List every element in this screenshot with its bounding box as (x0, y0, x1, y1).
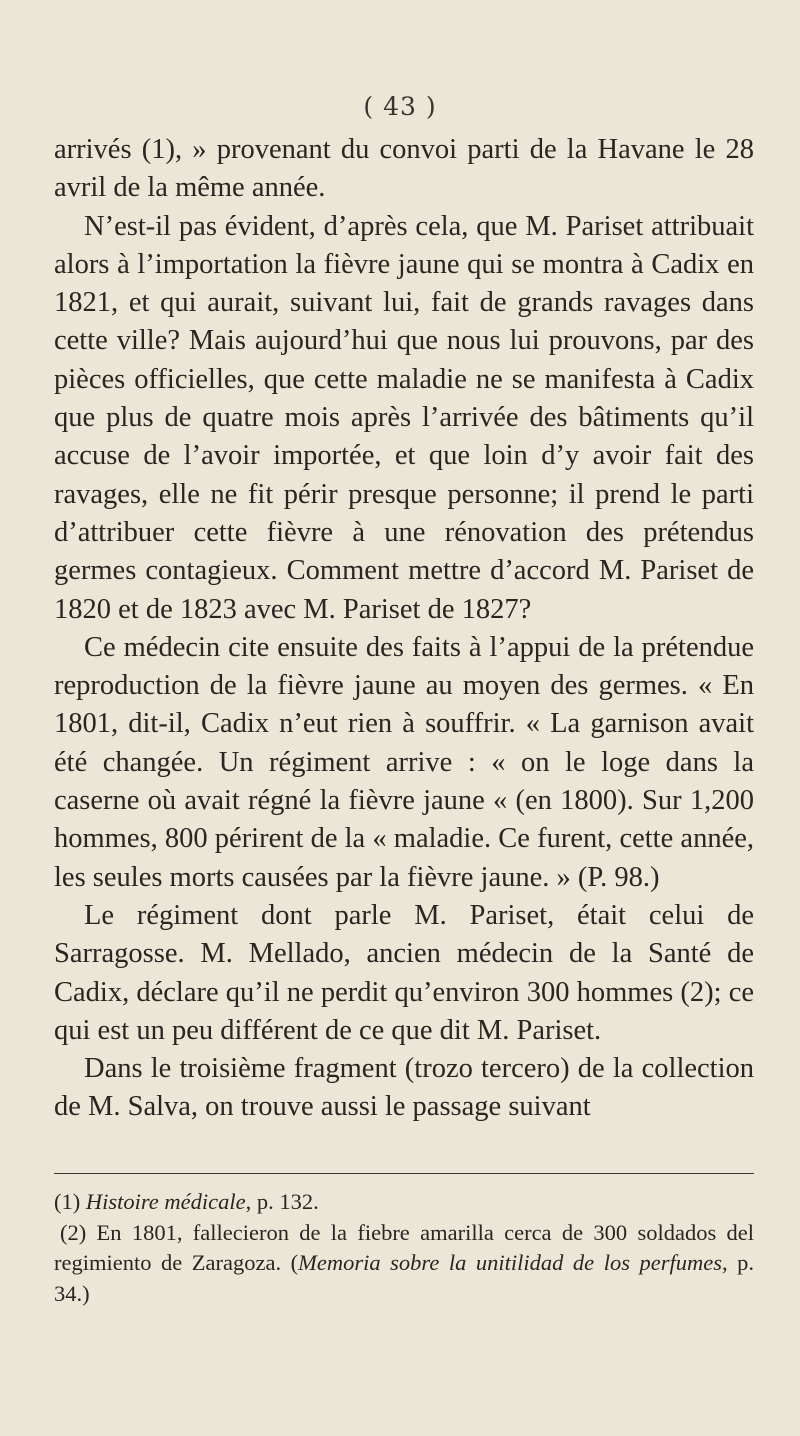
footnote-1 (54, 1187, 754, 1218)
footnote-1-ref: , p. 132. (245, 1189, 319, 1214)
footnote-2-title: Memoria sobre la unitilidad de los perfumes (298, 1250, 722, 1275)
footnote-1-title: Histoire médicale (85, 1189, 246, 1214)
page-number: ( 43 ) (363, 92, 437, 121)
footnote-2-ref: , p. 34.) (54, 1250, 755, 1306)
paragraph-2: N’est-il pas évident, d’après cela, que M. Pariset attribuait alors à l’importation la fièvre jaune qui se montra à Cadix en 1821, et qui aurait, suivant lui, fait de grands ravages dans cette ville? Mais aujourd’hui que nous lui prouvons, par des pièces officielles, que cette maladie ne se manifesta à Cadix que plus de quatre mois après l’arrivée des bâtiments qu’il accuse de l’avoir importée, et que loin d’y avoir fait des ravages, elle ne fit périr presque personne; il prend le parti d’attribuer cette fièvre à une rénovation des prétendus germes contagieux. Comment mettre d’accord M. Pariset de 1820 et de 1823 avec M. Pariset de 1827? (54, 210, 754, 625)
footnote-2 (54, 1218, 754, 1310)
main-text (54, 131, 754, 1127)
paragraph-3: Ce médecin cite ensuite des faits à l’appui de la prétendue reproduction de la fièvre jaune au moyen des germes. « En 1801, dit-il, Cadix n’eut rien à souffrir. « La garnison avait été changée. Un régiment arrive : « on le loge dans la caserne où avait régné la fièvre jaune « (en 1800). Sur 1,200 hommes, 800 périrent de la « maladie. Ce furent, cette année, les seules morts causées par la fièvre jaune. » (P. 98.) (54, 631, 754, 893)
paragraph-4: Le régiment dont parle M. Pariset, était celui de Sarragosse. M. Mellado, ancien médecin de la Santé de Cadix, déclare qu’il ne perdit qu’environ 300 hommes (2); ce qui est un peu différent de ce que dit M. Pariset. (54, 899, 754, 1046)
footnote-divider (54, 1173, 754, 1174)
paragraph-5: Dans le troisième fragment (trozo tercero) de la collection de M. Salva, on trouve aussi le passage suivant (54, 1053, 754, 1123)
footnotes (54, 1187, 754, 1309)
paragraph-1: arrivés (1), » provenant du convoi parti de la Havane le 28 avril de la même année. (54, 134, 754, 204)
footnote-1-mark: (1) (54, 1189, 81, 1214)
footnote-2-text: (2) En 1801, fallecieron de la fiebre amarilla cerca de 300 soldados del regimiento de Zaragoza. ( (54, 1219, 754, 1275)
